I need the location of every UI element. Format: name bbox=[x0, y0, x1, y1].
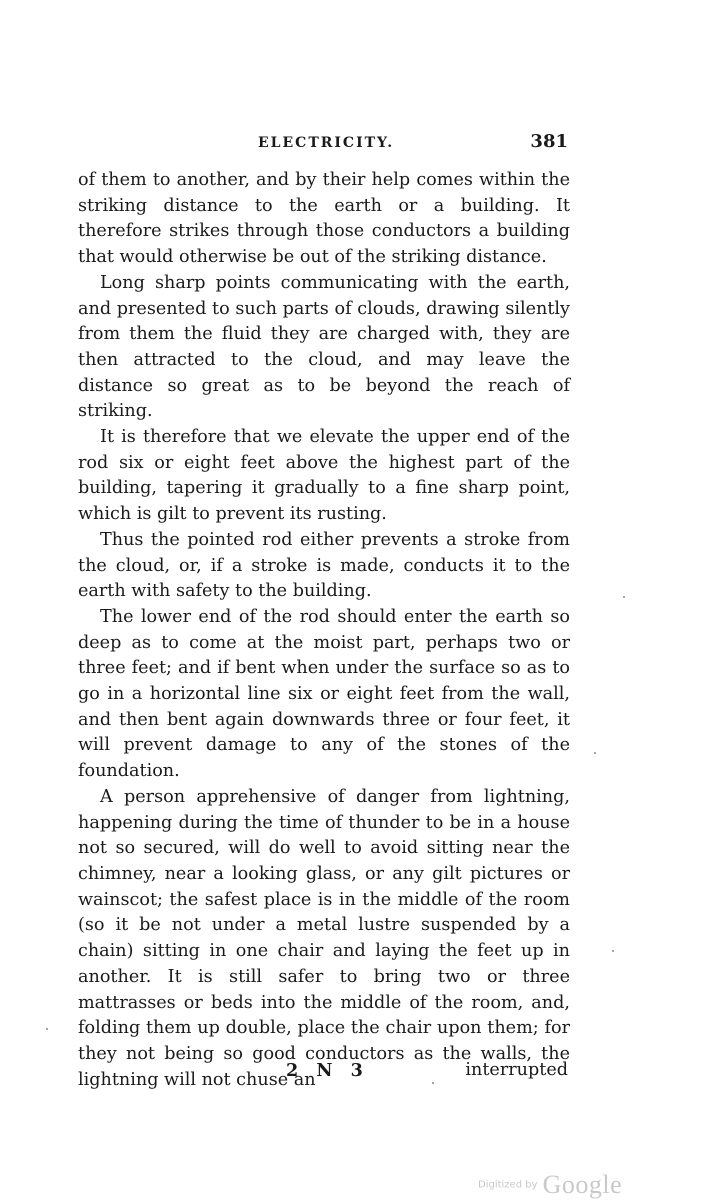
signature-mark: 2 N 3 bbox=[286, 1060, 369, 1081]
page-speck bbox=[612, 950, 614, 952]
page-speck bbox=[594, 752, 596, 754]
paragraph-4: Thus the pointed rod either prevents a stroke from the cloud, or, if a stroke is made, conducts it to the earth with safety to the building. bbox=[78, 529, 570, 602]
page-speck bbox=[623, 596, 625, 598]
digitized-watermark bbox=[478, 1170, 622, 1200]
page-speck bbox=[46, 1028, 48, 1030]
page-footer bbox=[78, 1060, 570, 1086]
paragraph-2: Long sharp points communicating with the earth, and presented to such parts of clouds, drawing silently from them the fluid they are charged with, they are then attracted to the cloud, and may leave the distance so great as to be beyond the reach of striking. bbox=[78, 272, 570, 422]
paragraph-5: The lower end of the rod should enter the earth so deep as to come at the moist part, perhaps two or three feet; and if bent when under the surface so as to go in a horizontal line six or eight feet from the wall, and then bent again downwards three or four feet, it will prevent damage to any of the stones of the foundation. bbox=[78, 606, 570, 782]
paragraph-3: It is therefore that we elevate the upper end of the rod six or eight feet above the highest part of the building, tapering it gradually to a fine sharp point, which is gilt to prevent its rusting. bbox=[78, 427, 570, 525]
running-head: ELECTRICITY. bbox=[258, 135, 395, 151]
paragraph-6: A person apprehensive of danger from lightning, happening during the time of thunder to be in a house not so secured, will do well to avoid sitting near the chimney, near a looking glass, or any gilt pictures or wainscot; the safest place is in the middle of the room (so it be not under a metal lustre suspended by a chain) sitting in one chair and laying the feet up in another. It is still safer to bring two or three mattrasses or beds into the middle of the room, and, folding them up double, place the chair upon them; for they not being so good conductors as the walls, the lightning will not chuse an bbox=[78, 786, 570, 1090]
google-logo: Google bbox=[542, 1170, 623, 1199]
catchword: interrupted bbox=[465, 1060, 568, 1080]
watermark-prefix: Digitized by bbox=[478, 1179, 538, 1191]
page-header bbox=[78, 133, 570, 157]
page-speck bbox=[432, 1082, 434, 1084]
paragraph-1: of them to another, and by their help comes within the striking distance to the earth or a building. It therefore strikes through those conductors a building that would otherwise be out of the striking distance. bbox=[78, 170, 570, 268]
page-number: 381 bbox=[530, 131, 568, 152]
body-text bbox=[78, 168, 570, 1093]
